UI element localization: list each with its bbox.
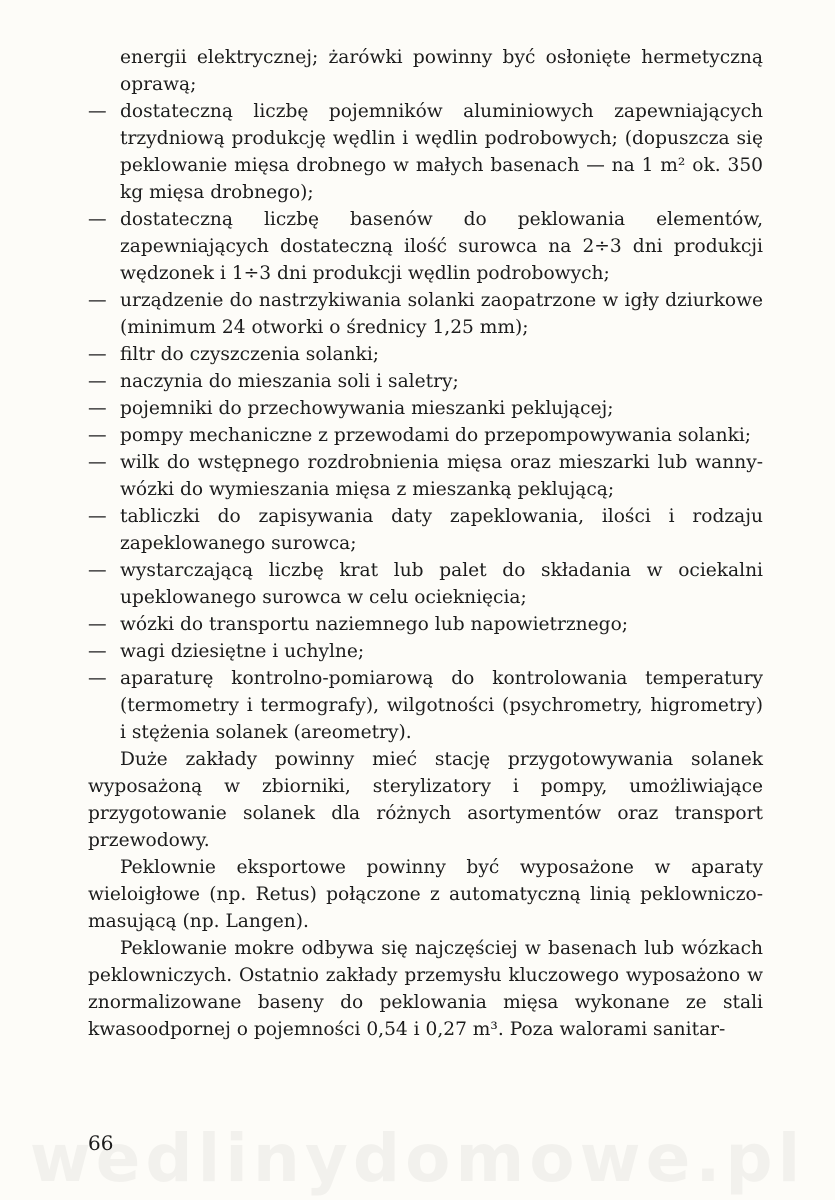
dash-bullet: — xyxy=(88,398,107,419)
paragraph: Duże zakłady powinny mieć stację przygotowywania solanek wyposażoną w zbiorniki, sterylizatory i pompy, umożliwiające przygotowanie solanek dla różnych asortymentów oraz transport przewodowy. xyxy=(88,749,763,851)
list-item xyxy=(88,395,763,422)
dash-bullet: — xyxy=(88,344,107,365)
continuation-line: energii elektrycznej; żarówki powinny być osłonięte hermetyczną oprawą; xyxy=(120,47,763,95)
list-item xyxy=(88,665,763,746)
dash-bullet: — xyxy=(88,641,107,662)
list-item xyxy=(88,449,763,503)
list-item xyxy=(88,206,763,287)
dash-bullet: — xyxy=(88,560,107,581)
watermark xyxy=(0,1120,835,1197)
list-item xyxy=(88,503,763,557)
dash-bullet: — xyxy=(88,614,107,635)
list-item xyxy=(88,638,763,665)
list-item-text: aparaturę kontrolno-pomiarową do kontrolowania temperatury (termometry i termografy), wilgotności (psychrometry, higrometry) i stężenia solanek (areometry). xyxy=(120,668,763,743)
list-item xyxy=(88,368,763,395)
list-item-text: urządzenie do nastrzykiwania solanki zaopatrzone w igły dziurkowe (minimum 24 otworki o średnicy 1,25 mm); xyxy=(120,290,763,338)
list-item-text: wózki do transportu naziemnego lub napowietrznego; xyxy=(120,614,629,635)
dash-bullet: — xyxy=(88,425,107,446)
list-item-text: dostateczną liczbę basenów do peklowania elementów, zapewniających dostateczną ilość surowca na 2÷3 dni produkcji wędzonek i 1÷3 dni produkcji wędlin podrobowych; xyxy=(120,209,763,284)
dash-bullet: — xyxy=(88,290,107,311)
list-item xyxy=(88,557,763,611)
list-item-text: tabliczki do zapisywania daty zapeklowania, ilości i rodzaju zapeklowanego surowca; xyxy=(120,506,763,554)
list-item-text: pompy mechaniczne z przewodami do przepompowywania solanki; xyxy=(120,425,752,446)
list-item xyxy=(88,611,763,638)
dash-bullet: — xyxy=(88,452,107,473)
list-item xyxy=(88,287,763,341)
list-item-text: wystarczającą liczbę krat lub palet do składania w ociekalni upeklowanego surowca w celu ocieknięcia; xyxy=(120,560,763,608)
list-item-text: wagi dziesiętne i uchylne; xyxy=(120,641,365,662)
dash-bullet: — xyxy=(88,371,107,392)
page-number: 66 xyxy=(88,1131,114,1155)
dash-bullet: — xyxy=(88,209,107,230)
list-item-text: wilk do wstępnego rozdrobnienia mięsa oraz mieszarki lub wanny-wózki do wymieszania mięsa z mieszanką peklującą; xyxy=(120,452,763,500)
list-item xyxy=(88,98,763,206)
list-item xyxy=(88,422,763,449)
dash-bullet: — xyxy=(88,506,107,527)
list-item-text: pojemniki do przechowywania mieszanki peklującej; xyxy=(120,398,614,419)
dash-bullet: — xyxy=(88,101,107,122)
list-item-text: naczynia do mieszania soli i saletry; xyxy=(120,371,459,392)
paragraph: Peklownie eksportowe powinny być wyposażone w aparaty wieloigłowe (np. Retus) połączone z automatyczną linią peklowniczo-masującą (np. Langen). xyxy=(88,857,763,932)
paragraph: Peklowanie mokre odbywa się najczęściej w basenach lub wózkach peklowniczych. Ostatnio zakłady przemysłu kluczowego wyposażono w znormalizowane baseny do peklowania mięsa wykonane ze stali kwasoodpornej o pojemności 0,54 i 0,27 m³. Poza walorami sanitar- xyxy=(88,938,763,1040)
list-item xyxy=(88,341,763,368)
dash-bullet: — xyxy=(88,668,107,689)
list-item-text: filtr do czyszczenia solanki; xyxy=(120,344,380,365)
list-item-text: dostateczną liczbę pojemników aluminiowych zapewniających trzydniową produkcję wędlin i wędlin podrobowych; (dopuszcza się peklowanie mięsa drobnego w małych basenach — na 1 m² ok. 350 kg mięsa drobnego); xyxy=(120,101,763,203)
page-text-block xyxy=(88,44,763,1043)
